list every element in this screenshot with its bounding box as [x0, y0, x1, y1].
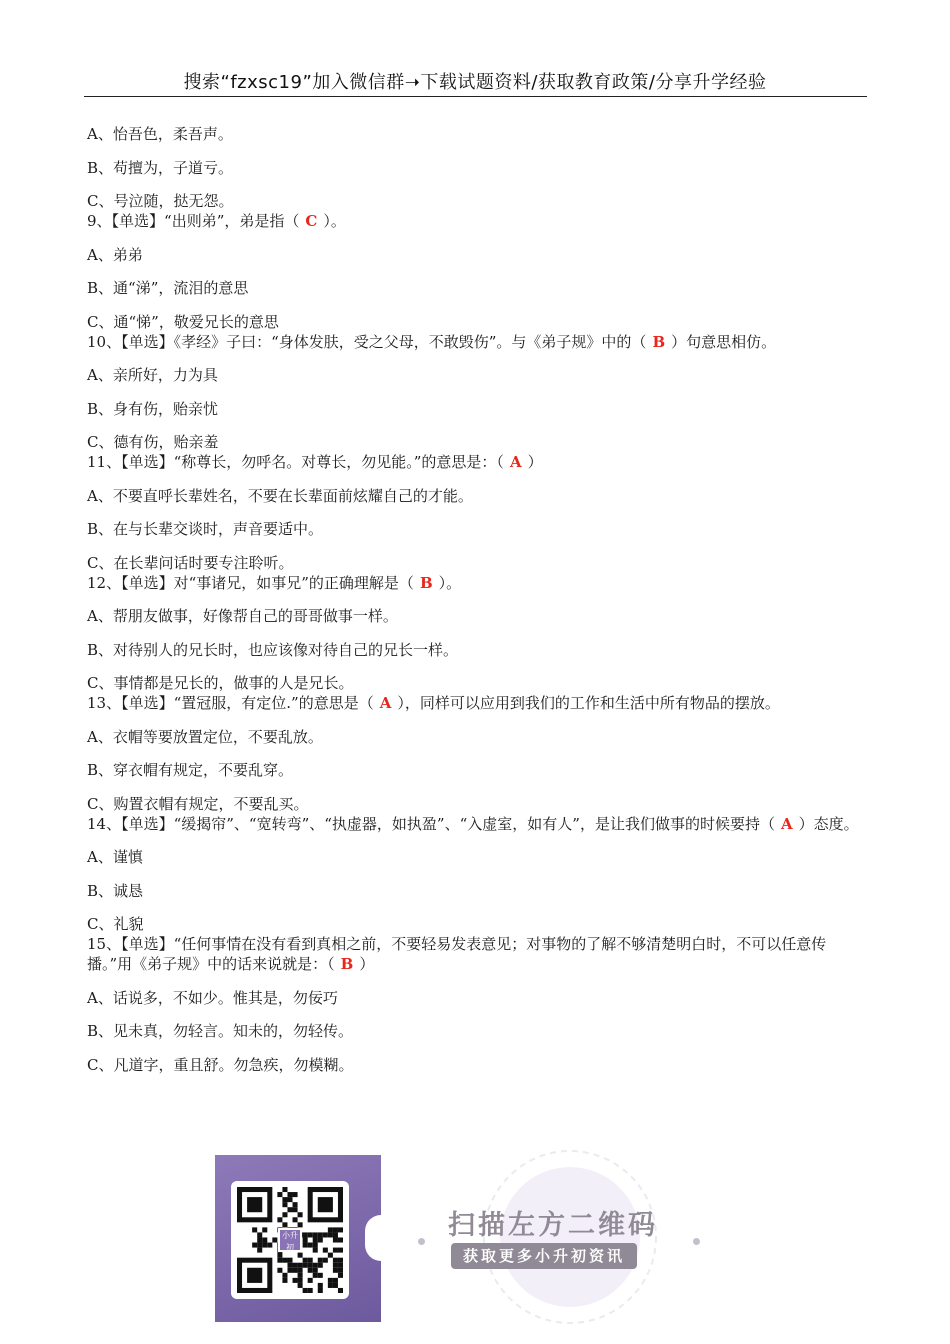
decorative-dot: [418, 1238, 425, 1245]
question-stem: [87, 211, 867, 231]
question-text: 9、【单选】“出则弟”，弟是指（: [87, 212, 300, 230]
question-text-end: ），同样可以应用到我们的工作和生活中所有物品的摆放。: [397, 694, 780, 712]
option: B、见未真，勿轻言。知未的，勿轻传。: [87, 1022, 354, 1040]
info-pill: 获取更多小升初资讯: [451, 1243, 637, 1269]
question-text: 13、【单选】“置冠服，有定位.”的意思是（: [87, 694, 374, 712]
option: B、穿衣帽有规定，不要乱穿。: [87, 761, 294, 779]
header-rule: [84, 96, 867, 97]
question-text: 12、【单选】对“事诸兄，如事兄”的正确理解是（: [87, 573, 414, 592]
option: C、号泣随，挞无怨。: [87, 192, 234, 210]
decorative-dot: [693, 1238, 700, 1245]
option: A、怡吾色，柔吾声。: [87, 125, 233, 143]
option: A、衣帽等要放置定位，不要乱放。: [87, 727, 323, 746]
option: C、事情都是兄长的，做事的人是兄长。: [87, 674, 354, 692]
question-stem: [87, 814, 867, 834]
option: A、不要直呼长辈姓名，不要在长辈面前炫耀自己的才能。: [87, 486, 473, 505]
option: B、诚恳: [87, 881, 144, 900]
option: B、身有伤，贻亲忧: [87, 399, 219, 418]
answer-letter: A: [780, 814, 793, 833]
answer-letter: B: [419, 573, 433, 592]
answer-letter: C: [305, 212, 318, 230]
question-content: [87, 124, 867, 1075]
question-text-end: ）。: [323, 212, 346, 230]
option: C、德有伤，贻亲羞: [87, 433, 219, 451]
option: B、苟擅为，子道亏。: [87, 158, 234, 177]
scan-instruction: 扫描左方二维码: [448, 1210, 658, 1241]
qr-code[interactable]: [231, 1181, 349, 1299]
option: A、亲所好，力为具: [87, 366, 218, 384]
question-text-end: ）态度。: [798, 814, 859, 833]
question-text: 11、【单选】“称尊长，勿呼名。对尊长，勿见能。”的意思是：（: [87, 453, 504, 471]
answer-letter: B: [340, 955, 354, 973]
option: C、凡道字，重且舒。勿急疾，勿模糊。: [87, 1055, 354, 1074]
question-text-end: ）。: [438, 573, 462, 592]
option: B、对待别人的兄长时，也应该像对待自己的兄长一样。: [87, 640, 459, 659]
qr-logo: 小升初: [278, 1228, 302, 1252]
question-text: 15、【单选】“任何事情在没有看到真相之前，不要轻易发表意见；对事物的了解不够清楚明白时，不可以任意传播。”用《弟子规》中的话来说就是：（: [87, 935, 827, 973]
option: B、通“涕”，流泪的意思: [87, 279, 249, 297]
option: B、在与长辈交谈时，声音要适中。: [87, 520, 324, 538]
option: A、弟弟: [87, 245, 143, 264]
option: C、在长辈问话时要专注聆听。: [87, 553, 294, 572]
question-stem: [87, 693, 867, 713]
page-header: 搜索“fzxsc19”加入微信群➝下载试题资料/获取教育政策/分享升学经验: [183, 72, 767, 93]
question-text-end: ）: [527, 453, 543, 471]
answer-letter: B: [652, 332, 666, 351]
option: C、礼貌: [87, 915, 144, 933]
answer-letter: A: [509, 453, 522, 471]
question-text: 10、【单选】《孝经》子曰：“身体发肤，受之父母，不敢毁伤”。与《弟子规》中的（: [87, 332, 647, 351]
question-list: [87, 211, 867, 1075]
question-stem: [87, 934, 867, 974]
qr-panel: [215, 1155, 381, 1322]
option: C、购置衣帽有规定，不要乱买。: [87, 794, 309, 813]
answer-letter: A: [379, 694, 392, 712]
question-text: 14、【单选】“缓揭帘”、“宽转弯”、“执虚器，如执盈”、“入虚室，如有人”，是让我们做事的时候要持（: [87, 814, 775, 833]
question-stem: [87, 573, 867, 593]
option: A、谨慎: [87, 848, 143, 866]
option: A、话说多，不如少。惟其是，勿佞巧: [87, 988, 338, 1007]
option: A、帮朋友做事，好像帮自己的哥哥做事一样。: [87, 607, 398, 625]
qr-banner: [215, 1155, 715, 1322]
question-stem: [87, 332, 867, 352]
question-stem: [87, 452, 867, 472]
option: C、通“悌”，敬爱兄长的意思: [87, 312, 279, 331]
question-text-end: ）句意思相仿。: [671, 332, 777, 351]
question-text-end: ）: [359, 955, 375, 973]
ticket-notch: [365, 1215, 397, 1261]
